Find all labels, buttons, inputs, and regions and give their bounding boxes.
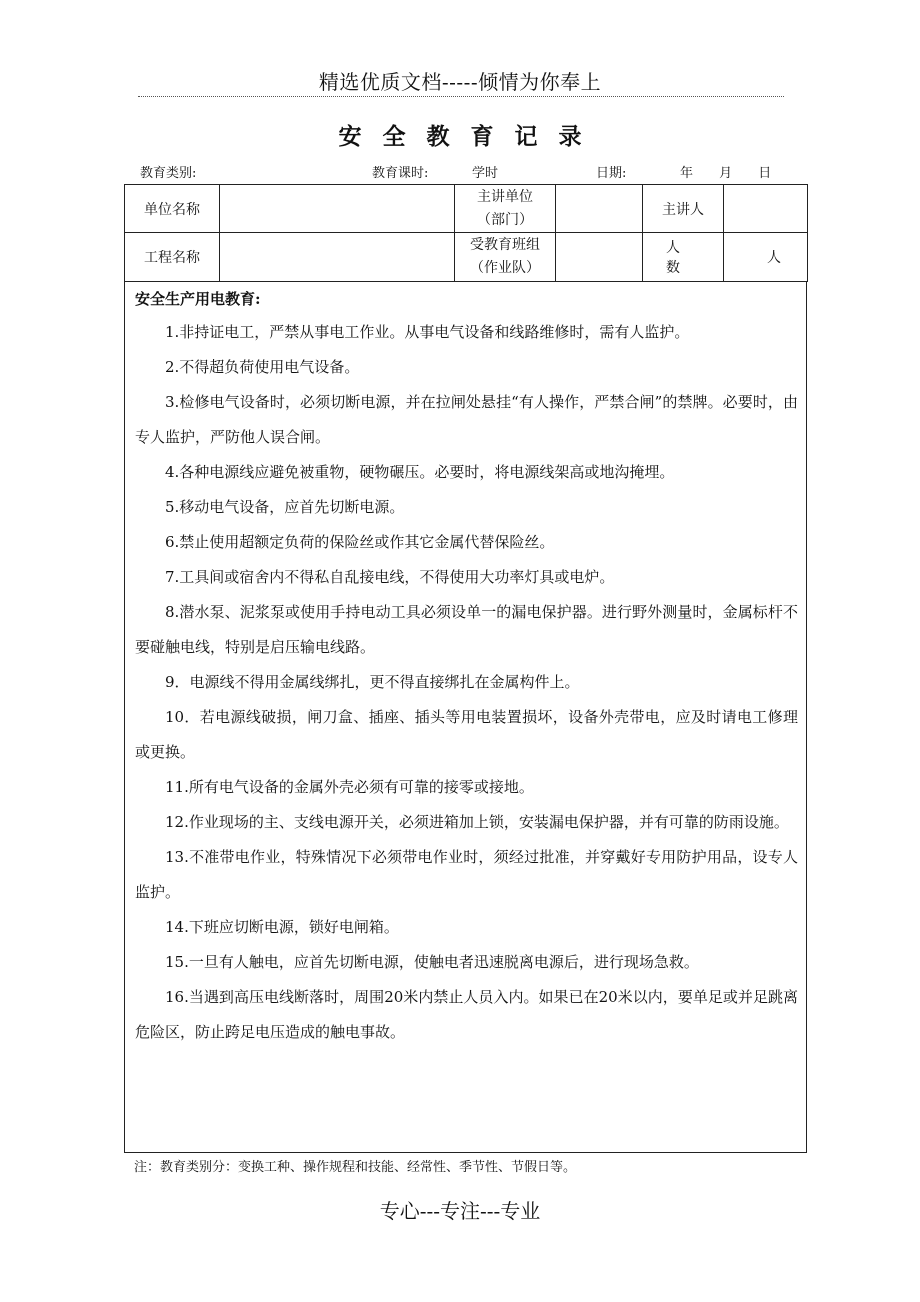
list-item: 5.移动电气设备，应首先切断电源。 (165, 498, 405, 516)
unit-name-field[interactable] (220, 185, 455, 233)
lecture-unit-label (455, 185, 556, 233)
date-label: 日期: (596, 166, 627, 181)
lecture-unit-field[interactable] (556, 185, 643, 233)
headcount-field[interactable] (724, 233, 808, 282)
team-line2: （作业队） (470, 260, 540, 276)
date-parts: 年 月 日 (680, 166, 772, 181)
lecturer-label: 主讲人 (643, 185, 724, 233)
document-title: 安全教育记录 (338, 123, 603, 150)
list-item: 13.不准带电作业，特殊情况下必须带电作业时，须经过批准，并穿戴好专用防护用品，设专人监护。 (135, 848, 798, 901)
headcount-label (643, 233, 724, 282)
project-name-label: 工程名称 (125, 233, 220, 282)
team-label (455, 233, 556, 282)
headcount-text: 人 数 (666, 240, 700, 276)
page-footer: 专心---专注---专业 (379, 1199, 541, 1223)
education-hours-label: 教育课时: (372, 166, 429, 181)
list-item: 15.一旦有人触电，应首先切断电源，使触电者迅速脱离电源后，进行现场急救。 (165, 953, 699, 971)
header-divider (138, 96, 784, 97)
list-item: 3.检修电气设备时，必须切断电源，并在拉闸处悬挂“有人操作，严禁合闸”的禁牌。必要时，由专人监护，严防他人误合闸。 (135, 393, 798, 446)
education-type-label: 教育类别: (140, 166, 197, 181)
team-field[interactable] (556, 233, 643, 282)
lecture-unit-line1: 主讲单位 (477, 188, 533, 205)
table-row (125, 185, 808, 233)
education-content (124, 281, 807, 1153)
team-line1: 受教育班组 (470, 237, 540, 253)
list-item: 7.工具间或宿舍内不得私自乱接电线，不得使用大功率灯具或电炉。 (165, 568, 615, 586)
list-item: 2.不得超负荷使用电气设备。 (165, 358, 360, 376)
project-name-field[interactable] (220, 233, 455, 282)
unit-name-label: 单位名称 (125, 185, 220, 233)
list-item: 14.下班应切断电源，锁好电闸箱。 (165, 918, 399, 936)
list-item: 4.各种电源线应避免被重物，硬物碾压。必要时，将电源线架高或地沟掩埋。 (165, 463, 675, 481)
record-form-table (124, 184, 808, 282)
list-item: 9．电源线不得用金属线绑扎，更不得直接绑扎在金属构件上。 (165, 673, 580, 691)
list-item: 12.作业现场的主、支线电源开关，必须进箱加上锁，安装漏电保护器，并有可靠的防雨设施。 (165, 813, 789, 831)
page-header: 精选优质文档-----倾情为你奉上 (318, 70, 602, 94)
list-item: 1.非持证电工，严禁从事电工作业。从事电气设备和线路维修时，需有人监护。 (165, 323, 690, 341)
list-item: 8.潜水泵、泥浆泵或使用手持电动工具必须设单一的漏电保护器。进行野外测量时，金属标杆不要碰触电线，特别是启压输电线路。 (135, 603, 798, 656)
table-row (125, 233, 808, 282)
content-title: 安全生产用电教育: (135, 290, 261, 308)
education-hours-unit: 学时 (472, 166, 499, 181)
list-item: 10．若电源线破损，闸刀盒、插座、插头等用电装置损坏，设备外壳带电，应及时请电工修理或更换。 (135, 708, 798, 761)
person-unit: 人 (767, 250, 781, 266)
lecturer-field[interactable] (724, 185, 808, 233)
lecture-unit-line2: （部门） (477, 211, 533, 228)
footnote: 注：教育类别分：变换工种、操作规程和技能、经常性、季节性、节假日等。 (134, 1160, 577, 1175)
list-item: 16.当遇到高压电线断落时，周围20米内禁止人员入内。如果已在20米以内，要单足或并足跳离危险区，防止跨足电压造成的触电事故。 (135, 988, 798, 1041)
list-item: 11.所有电气设备的金属外壳必须有可靠的接零或接地。 (165, 778, 534, 796)
list-item: 6.禁止使用超额定负荷的保险丝或作其它金属代替保险丝。 (165, 533, 555, 551)
